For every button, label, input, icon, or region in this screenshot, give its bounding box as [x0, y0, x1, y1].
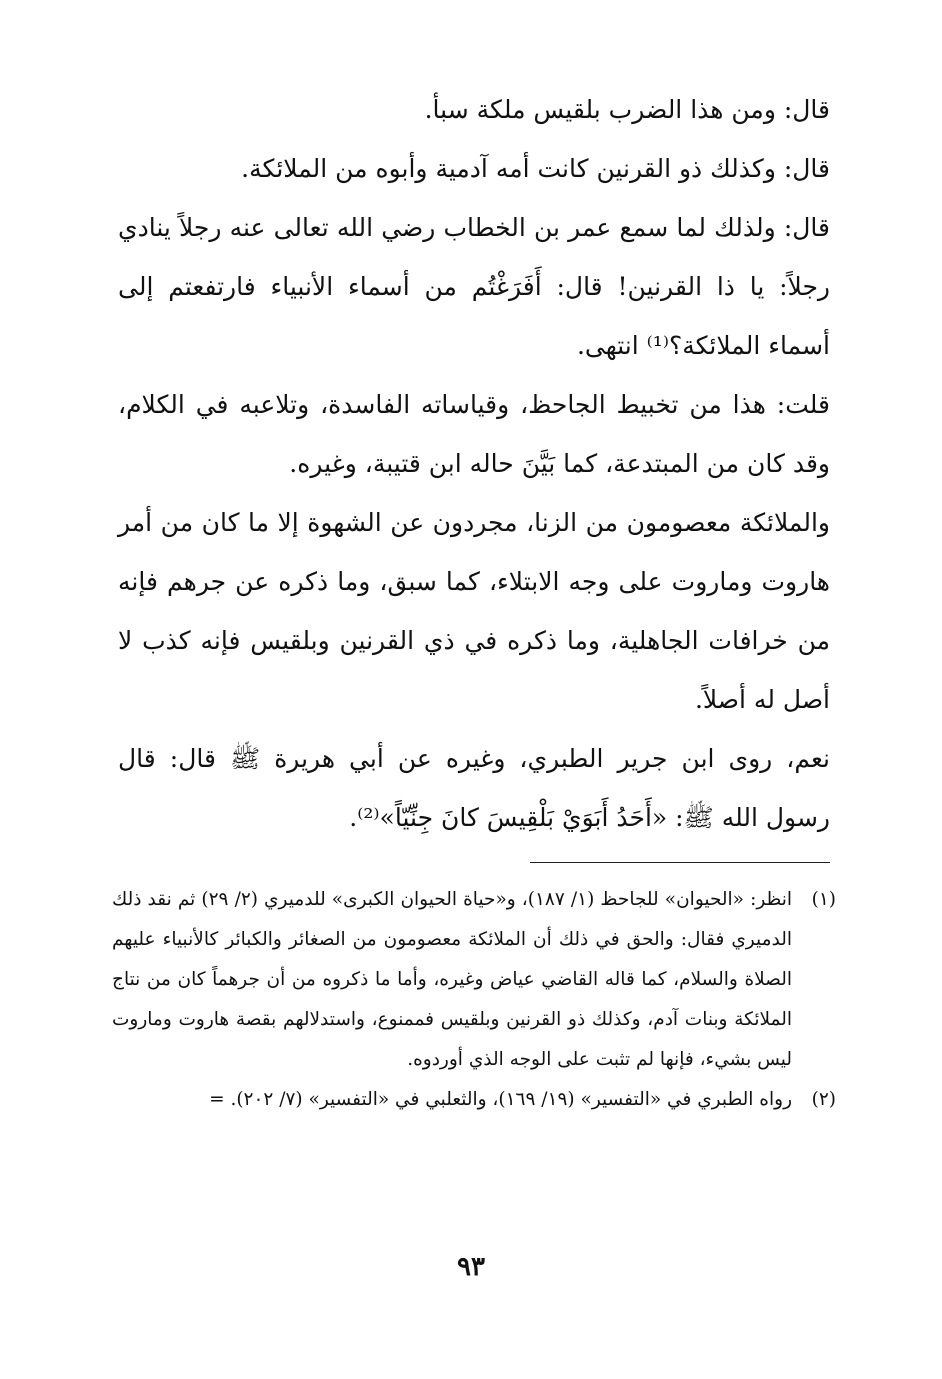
footnote-number: (١)	[811, 889, 836, 910]
paragraph-1: قال: ومن هذا الضرب بلقيس ملكة سبأ.	[424, 95, 830, 124]
footnote-1	[112, 880, 836, 1080]
paragraph-6: نعم، روى ابن جرير الطبري، وغيره عن أبي هريرة ﷺ قال: قال رسول الله ﷺ: «أَحَدُ أَبَوَيْ بَلْقِيسَ كانَ جِنِّيّاً»⁽²⁾.	[118, 744, 830, 832]
footnote-text: انظر: «الحيوان» للجاحظ (١/ ١٨٧)، و«حياة الحيوان الكبرى» للدميري (٢/ ٢٩) ثم نقد ذلك الدميري فقال: والحق في ذلك أن الملائكة معصومون من الصغائر والكبائر كالأنبياء عليهم الصلاة والسلام، كما قاله القاضي عياض وغيره، وأما ما ذكروه من أن جرهماً كان من نتاج الملائكة وبنات آدم، وكذلك ذو القرنين وبلقيس فممنوع، واستدلالهم بقصة هاروت وماروت ليس بشيء، فإنها لم تثبت على الوجه الذي أوردوه.	[112, 889, 792, 1070]
paragraph-5: والملائكة معصومون من الزنا، مجردون عن الشهوة إلا ما كان من أمر هاروت وماروت على وجه الابتلاء، كما سبق، وما ذكره عن جرهم فإنه من خرافات الجاهلية، وما ذكره في ذي القرنين وبلقيس فإنه كذب لا أصل له أصلاً.	[118, 508, 830, 714]
paragraph-3: قال: ولذلك لما سمع عمر بن الخطاب رضي الله تعالى عنه رجلاً ينادي رجلاً: يا ذا القرنين! قال: أَفَرَغْتُم من أسماء الأنبياء فارتفعتم إلى أسماء الملائكة؟⁽¹⁾ انتهى.	[118, 213, 830, 360]
footnote-text: رواه الطبري في «التفسير» (١٩/ ١٦٩)، والثعلبي في «التفسير» (٧/ ٢٠٢). =	[209, 1089, 792, 1110]
paragraph-4: قلت: هذا من تخبيط الجاحظ، وقياساته الفاسدة، وتلاعبه في الكلام، وقد كان من المبتدعة، كما بَيَّنَ حاله ابن قتيبة، وغيره.	[118, 390, 830, 478]
footnotes	[112, 880, 836, 1120]
page-number: ٩٣	[457, 1252, 485, 1282]
footnote-divider	[530, 862, 830, 863]
paragraph-2: قال: وكذلك ذو القرنين كانت أمه آدمية وأبوه من الملائكة.	[241, 154, 830, 183]
footnote-number: (٢)	[811, 1089, 836, 1110]
main-text	[118, 80, 830, 847]
footnote-2	[112, 1080, 836, 1120]
